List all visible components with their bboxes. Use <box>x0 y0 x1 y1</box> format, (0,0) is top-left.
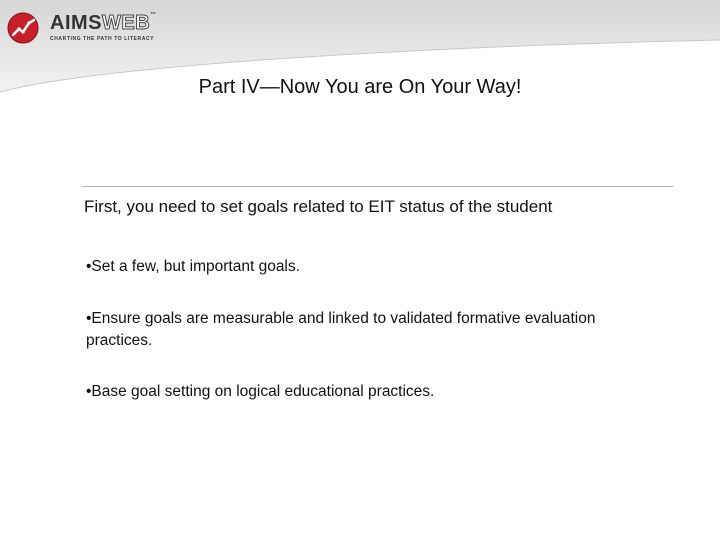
logo-brand-web: WEB <box>102 12 151 34</box>
bullet-item: •Base goal setting on logical educational practices. <box>86 383 435 400</box>
divider-rule <box>82 186 673 187</box>
intro-text: First, you need to set goals related to EIT status of the student <box>84 197 553 216</box>
bullet-item: •Set a few, but important goals. <box>86 258 300 275</box>
logo-tagline: CHARTING THE PATH TO LITERACY <box>50 36 155 42</box>
logo-wordmark <box>50 12 157 35</box>
slide-title: Part IV—Now You are On Your Way! <box>198 76 522 98</box>
logo-trademark: ™ <box>150 12 157 18</box>
bullet-item: •Ensure goals are measurable and linked to validated formative evaluation practices. <box>86 310 596 349</box>
logo-brand-aims: AIMS <box>50 12 102 34</box>
aimsweb-logo <box>6 10 156 44</box>
chart-logo-icon <box>6 10 44 46</box>
